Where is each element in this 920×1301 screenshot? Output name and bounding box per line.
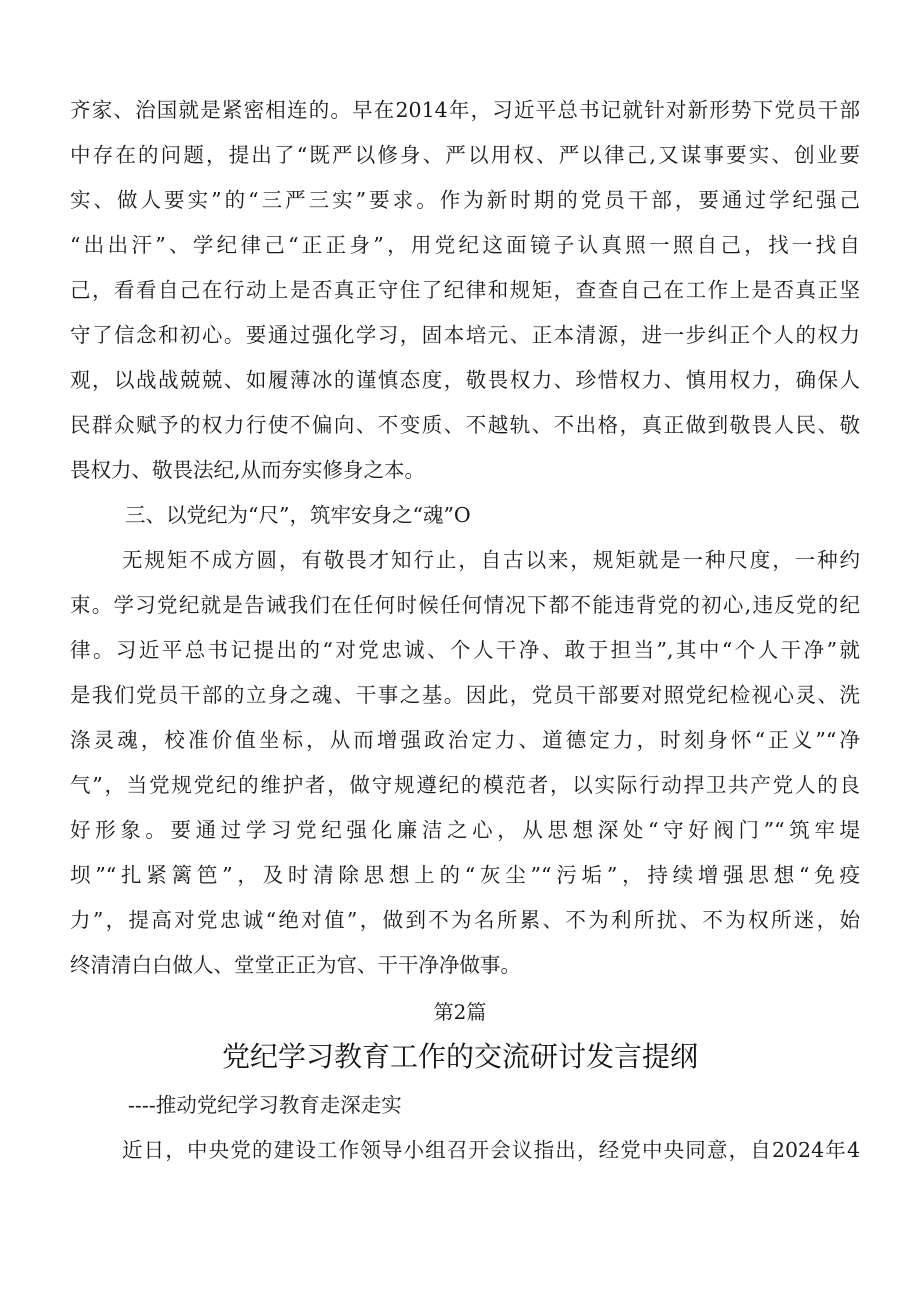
paragraph-line: 畏权力、敬畏法纪,从而夯实修身之本。 — [70, 458, 426, 482]
paragraph-line: 守了信念和初心。要通过强化学习，固本培元、正本清源，进一步纠正个人的权力 — [70, 323, 860, 347]
part-label: 第2篇 — [433, 1000, 487, 1024]
paragraph-line: 齐家、治国就是紧密相连的。早在2014年，习近平总书记就针对新形势下党员干部 — [70, 98, 860, 122]
paragraph-line: 律。习近平总书记提出的“对党忠诚、个人干净、敢于担当”,其中“个人干净”就 — [70, 638, 860, 662]
paragraph-line: 是我们党员干部的立身之魂、干事之基。因此，党员干部要对照党纪检视心灵、洗 — [70, 683, 860, 707]
paragraph-line: 近日，中央党的建设工作领导小组召开会议指出，经党中央同意，自2024年4 — [122, 1138, 860, 1162]
paragraph-line: 终清清白白做人、堂堂正正为官、干干净净做事。 — [70, 953, 521, 977]
paragraph-line: 坝”“扎紧篱笆”，及时清除思想上的“灰尘”“污垢”，持续增强思想“免疫 — [70, 863, 860, 887]
article-title: 党纪学习教育工作的交流研讨发言提纲 — [221, 1040, 698, 1073]
paragraph-line: 己，看看自己在行动上是否真正守住了纪律和规矩，查查自己在工作上是否真正坚 — [70, 278, 860, 302]
paragraph-line: “出出汗”、学纪律己“正正身”，用党纪这面镜子认真照一照自己，找一找自 — [70, 233, 860, 257]
paragraph-line: 无规矩不成方圆，有敬畏才知行止，自古以来，规矩就是一种尺度，一种约 — [122, 548, 860, 572]
section-heading: 三、以党纪为“尺”，筑牢安身之“魂”O — [125, 503, 471, 527]
paragraph-line: 束。学习党纪就是告诫我们在任何时候任何情况下都不能违背党的初心,违反党的纪 — [70, 593, 860, 617]
paragraph-line: 中存在的问题，提出了“既严以修身、严以用权、严以律己,又谋事要实、创业要 — [70, 143, 860, 167]
paragraph-line: 涤灵魂，校准价值坐标，从而增强政治定力、道德定力，时刻身怀“正义”“净 — [70, 728, 860, 752]
paragraph-line: 力”，提高对党忠诚“绝对值”，做到不为名所累、不为利所扰、不为权所迷，始 — [70, 908, 860, 932]
paragraph-line: 好形象。要通过学习党纪强化廉洁之心，从思想深处“守好阀门”“筑牢堤 — [70, 818, 860, 842]
paragraph-line: 民群众赋予的权力行使不偏向、不变质、不越轨、不出格，真正做到敬畏人民、敬 — [70, 413, 860, 437]
paragraph-line: 观，以战战兢兢、如履薄冰的谨慎态度，敬畏权力、珍惜权力、慎用权力，确保人 — [70, 368, 860, 392]
paragraph-line: 实、做人要实”的“三严三实”要求。作为新时期的党员干部，要通过学纪强己 — [70, 188, 860, 212]
article-subtitle: ----推动党纪学习教育走深走实 — [128, 1093, 402, 1117]
paragraph-line: 气”，当党规党纪的维护者，做守规遵纪的模范者，以实际行动捍卫共产党人的良 — [70, 773, 860, 797]
